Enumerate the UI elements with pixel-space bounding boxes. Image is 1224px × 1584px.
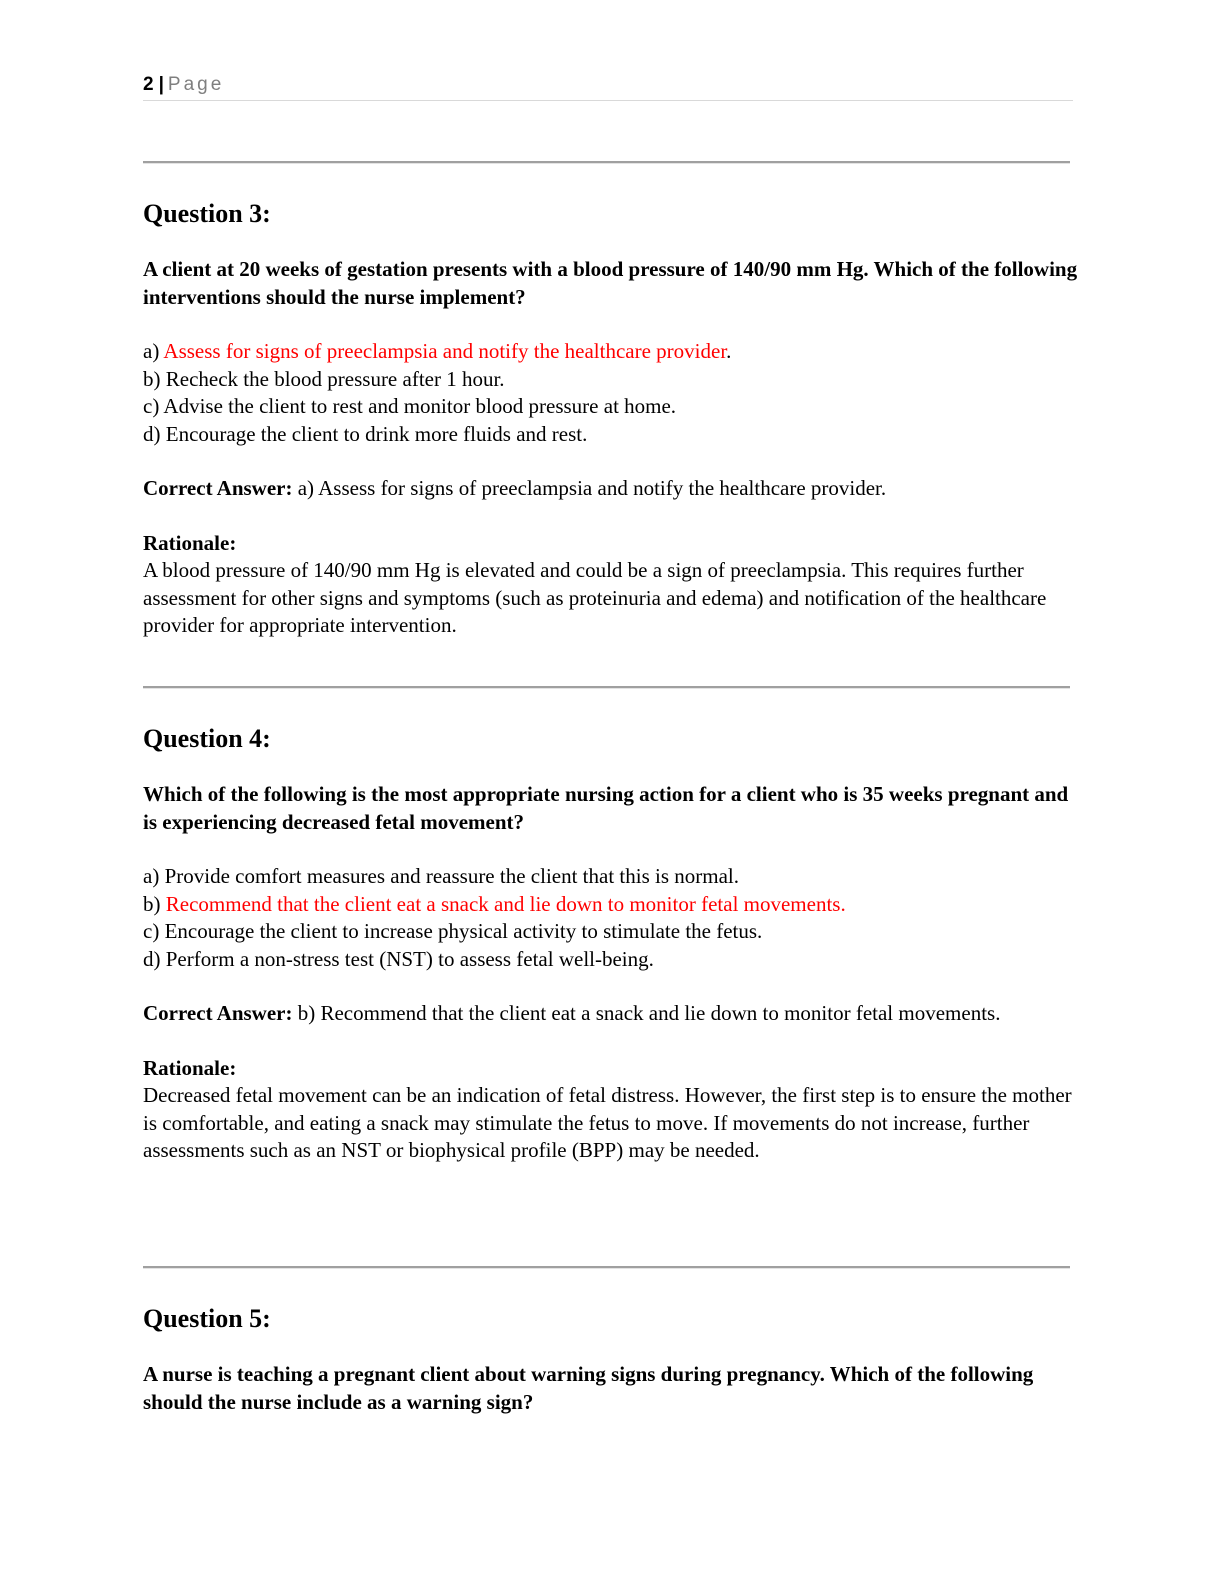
option-item (143, 918, 1078, 946)
option-item (143, 863, 1078, 891)
option-text: Provide comfort measures and reassure the client that this is normal. (164, 864, 740, 888)
option-text-correct: Recommend that the client eat a snack and lie down to monitor fetal movements. (165, 891, 846, 916)
section-divider (143, 686, 1070, 689)
option-letter: c) (143, 919, 160, 943)
option-item (143, 891, 1078, 919)
question-block (143, 1304, 1078, 1416)
option-text: Recheck the blood pressure after 1 hour. (165, 366, 505, 391)
option-text-correct: Assess for signs of preeclampsia and notify the healthcare provider (163, 339, 727, 363)
option-letter: d) (143, 421, 161, 446)
option-item (143, 338, 1078, 366)
question-block (143, 199, 1078, 640)
option-item (143, 366, 1078, 394)
correct-answer-text: b) Recommend that the client eat a snack and lie down to monitor fetal movements. (297, 1001, 1001, 1025)
options-list (143, 863, 1078, 973)
option-item (143, 946, 1078, 974)
question-stem: A nurse is teaching a pregnant client about warning signs during pregnancy. Which of the following should the nurse include as a warning sign? (143, 1362, 1034, 1414)
options-list (143, 338, 1078, 448)
option-letter: d) (143, 946, 161, 971)
question-stem: A client at 20 weeks of gestation presents with a blood pressure of 140/90 mm Hg. Which of the following interventions should the nurse implement? (143, 257, 1078, 309)
page-header (143, 72, 1073, 101)
correct-answer (143, 475, 1078, 503)
option-text: Encourage the client to drink more fluids and rest. (165, 421, 588, 446)
question-title: Question 5: (143, 1304, 271, 1333)
option-text: Advise the client to rest and monitor blood pressure at home. (163, 394, 677, 418)
correct-answer-label: Correct Answer: (143, 476, 293, 500)
rationale-label: Rationale: (143, 530, 237, 555)
rationale-label: Rationale: (143, 1055, 237, 1080)
option-item (143, 393, 1078, 421)
option-letter: a) (143, 339, 160, 363)
correct-answer-text: a) Assess for signs of preeclampsia and notify the healthcare provider. (297, 476, 887, 500)
option-letter: b) (143, 891, 161, 916)
question-block (143, 724, 1078, 1165)
option-letter: c) (143, 394, 160, 418)
section-divider (143, 161, 1070, 164)
option-letter: a) (143, 864, 160, 888)
section-divider (143, 1266, 1070, 1269)
question-stem: Which of the following is the most appropriate nursing action for a client who is 35 weeks pregnant and is experiencing decreased fetal movement? (143, 782, 1069, 834)
correct-answer (143, 1000, 1078, 1028)
rationale-text: A blood pressure of 140/90 mm Hg is elevated and could be a sign of preeclampsia. This requires further assessment for other signs and symptoms (such as proteinuria and edema) and notification of the healthcare provider for appropriate intervention. (143, 558, 1047, 637)
option-letter: b) (143, 366, 161, 391)
option-text: Perform a non-stress test (NST) to assess fetal well-being. (165, 946, 654, 971)
page-word: Page (167, 74, 225, 95)
option-text: Encourage the client to increase physical activity to stimulate the fetus. (164, 919, 763, 943)
option-suffix: . (726, 339, 732, 363)
page-separator: | (158, 74, 164, 95)
page-number: 2 (143, 74, 154, 95)
option-item (143, 421, 1078, 449)
correct-answer-label: Correct Answer: (143, 1001, 293, 1025)
question-title: Question 4: (143, 724, 271, 753)
rationale-text: Decreased fetal movement can be an indication of fetal distress. However, the first step is to ensure the mother is comfortable, and eating a snack may stimulate the fetus to move. If movements do not increase, further assessments such as an NST or biophysical profile (BPP) may be needed. (143, 1083, 1072, 1162)
question-title: Question 3: (143, 199, 271, 228)
